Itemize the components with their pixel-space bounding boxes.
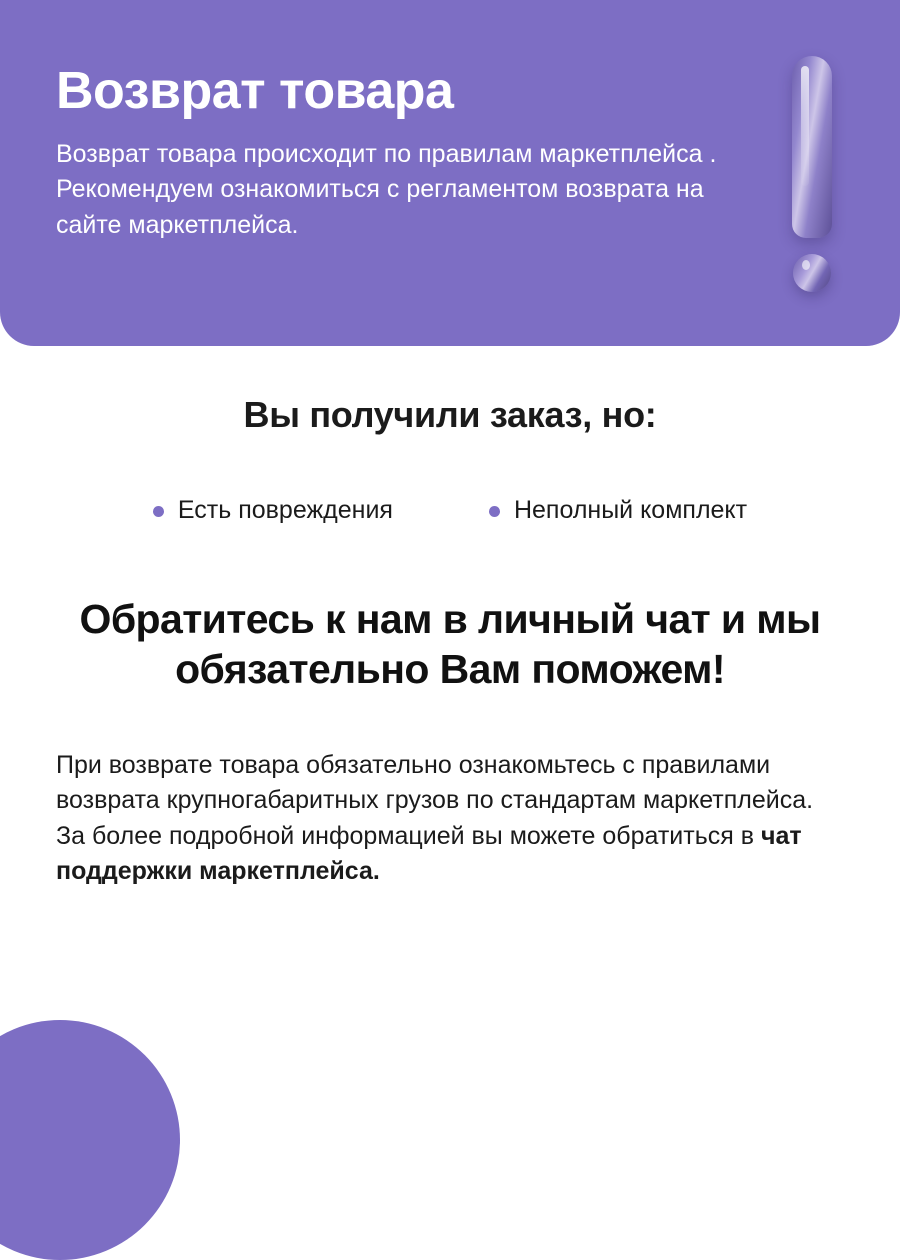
hero-banner	[0, 0, 900, 346]
body-paragraph-2-prefix: За более подробной информацией вы можете обратиться в	[56, 821, 761, 850]
exclamation-bar	[792, 56, 832, 238]
callout-message: Обратитесь к нам в личный чат и мы обязательно Вам поможем!	[79, 595, 821, 692]
exclamation-dot	[793, 254, 831, 292]
list-item	[489, 494, 747, 528]
body-paragraph-1: При возврате товара обязательно ознакомьтесь с правилами возврата крупногабаритных грузов по стандартам маркетплейса.	[56, 750, 814, 815]
list-item	[153, 494, 393, 528]
support-chat-highlight: чат поддержки маркетплейса.	[56, 821, 802, 886]
main-content	[0, 394, 900, 890]
bullet-dot-icon	[489, 506, 500, 517]
exclamation-mark-icon	[784, 56, 840, 306]
body-paragraph-2	[56, 819, 844, 890]
hero-description: Возврат товара происходит по правилам маркетплейса . Рекомендуем ознакомиться с регламентом возврата на сайте маркетплейса.	[56, 139, 717, 239]
decorative-corner-circle	[0, 1020, 180, 1260]
body-copy	[56, 748, 844, 890]
list-item-label: Неполный комплект	[513, 496, 748, 524]
list-item-label: Есть повреждения	[177, 496, 393, 524]
page-title: Возврат товара	[56, 62, 454, 120]
bullet-dot-icon	[153, 506, 164, 517]
conditions-list	[56, 494, 844, 528]
section-heading: Вы получили заказ, но:	[243, 394, 657, 435]
